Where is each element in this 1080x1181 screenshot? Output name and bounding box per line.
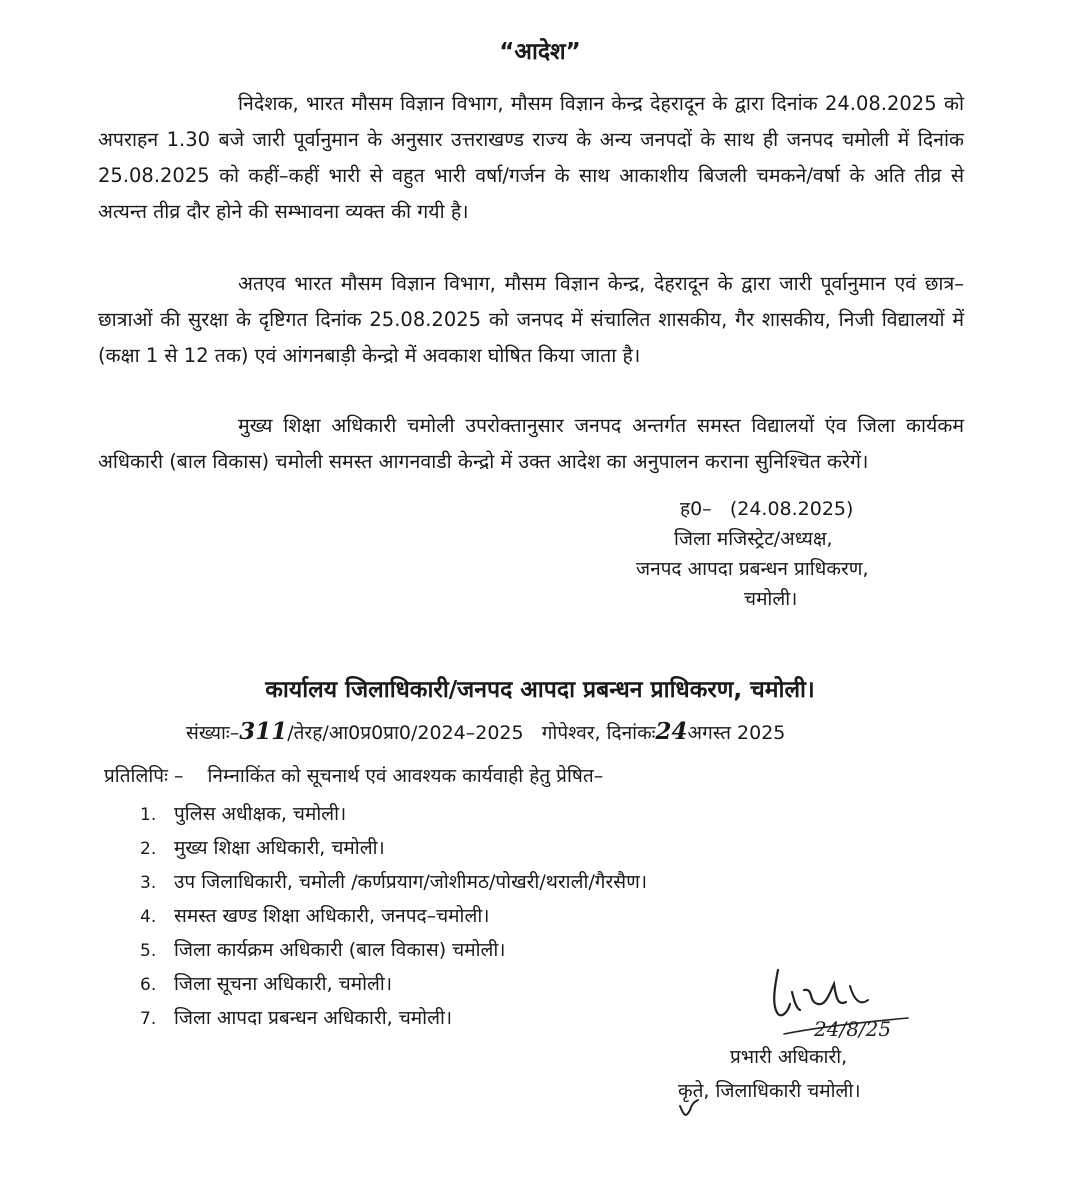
copy-to-list	[140, 800, 647, 1038]
list-item-text: उप जिलाधिकारी, चमोली /कर्णप्रयाग/जोशीमठ/पोखरी/थराली/गैरसैण।	[174, 871, 648, 893]
order-paragraph-1: निदेशक, भारत मौसम विज्ञान विभाग, मौसम विज्ञान केन्द्र देहरादून के द्वारा दिनांक 24.08.2025 को अपराहन 1.30 बजे जारी पूर्वानुमान के अनुसार उत्तराखण्ड राज्य के अन्य जनपदों के साथ ही जनपद चमोली में दिनांक 25.08.2025 को कहीं–कहीं भारी से वहुत भारी वर्षा/गर्जन के साथ आकाशीय बिजली चमकने/वर्षा के अति तीव्र से अत्यन्त तीव्र दौर होने की सम्भावना व्यक्त की गयी है।	[98, 92, 964, 223]
office-header: कार्यालय जिलाधिकारी/जनपद आपदा प्रबन्धन प्राधिकरण, चमोली।	[265, 677, 815, 703]
signed-date: (24.08.2025)	[729, 498, 854, 520]
list-item-text: जिला आपदा प्रबन्धन अधिकारी, चमोली।	[174, 1007, 453, 1029]
list-item	[140, 868, 647, 902]
list-item	[140, 970, 647, 1004]
issuer-designation: प्रभारी अधिकारी,	[730, 1046, 848, 1068]
list-item	[140, 800, 647, 834]
ref-number: 311	[239, 718, 288, 745]
signed-line	[636, 494, 976, 524]
copy-to-label: प्रतिलिपिः –	[104, 765, 184, 787]
date-day: 24	[655, 718, 688, 745]
handwritten-mark-icon	[676, 1090, 702, 1120]
copy-to-heading	[104, 762, 603, 788]
date-rest: अगस्त 2025	[687, 722, 786, 744]
list-item	[140, 834, 647, 868]
ref-prefix: संख्याः–	[186, 722, 240, 744]
magistrate-signature-block	[636, 494, 976, 614]
issuer-on-behalf: कृते, जिलाधिकारी चमोली।	[678, 1080, 861, 1102]
magistrate-designation: जिला मजिस्ट्रेट/अध्यक्ष,	[674, 528, 833, 550]
list-item-number: 5.	[140, 941, 157, 961]
list-item-text: समस्त खण्ड शिक्षा अधिकारी, जनपद–चमोली।	[174, 905, 490, 927]
list-item-number: 2.	[140, 839, 157, 859]
place-date-prefix: गोपेश्वर, दिनांकः	[541, 722, 656, 744]
list-item-number: 4.	[140, 907, 157, 927]
list-item-number: 7.	[140, 1009, 157, 1029]
list-item	[140, 1004, 647, 1038]
order-title: “आदेश”	[499, 39, 581, 65]
list-item-number: 6.	[140, 975, 157, 995]
handwritten-signature	[764, 962, 914, 1042]
magistrate-place: चमोली।	[744, 588, 798, 610]
list-item-text: पुलिस अधीक्षक, चमोली।	[174, 803, 347, 825]
list-item-text: जिला सूचना अधिकारी, चमोली।	[174, 973, 393, 995]
signature-date: 24/8/25	[814, 1017, 892, 1041]
order-paragraph-2: अतएव भारत मौसम विज्ञान विभाग, मौसम विज्ञान केन्द्र, देहरादून के द्वारा जारी पूर्वानुमान एवं छात्र–छात्राओं की सुरक्षा के दृष्टिगत दिनांक 25.08.2025 को जनपद में संचालित शासकीय, गैर शासकीय, निजी विद्यालयों में (कक्षा 1 से 12 तक) एवं आंगनबाड़ी केन्द्रो में अवकाश घोषित किया जाता है।	[98, 272, 964, 367]
list-item-number: 3.	[140, 873, 157, 893]
issuer-block	[678, 1040, 861, 1108]
list-item-number: 1.	[140, 805, 157, 825]
signed-mark: ह0–	[680, 498, 712, 520]
ref-suffix: /तेरह/आ0प्र0प्रा0/2024–2025	[287, 722, 524, 744]
list-item	[140, 902, 647, 936]
reference-line	[186, 718, 785, 745]
list-item-text: जिला कार्यक्रम अधिकारी (बाल विकास) चमोली।	[174, 939, 506, 961]
order-paragraph-3: मुख्य शिक्षा अधिकारी चमोली उपरोक्तानुसार जनपद अन्तर्गत समस्त विद्यालयों एंव जिला कार्यकम अधिकारी (बाल विकास) चमोली समस्त आगनवाडी केन्द्रो में उक्त आदेश का अनुपालन कराना सुनिश्चित करेगें।	[98, 414, 964, 473]
copy-to-intro: निम्नाकिंत को सूचनार्थ एवं आवश्यक कार्यवाही हेतु प्रेषित–	[207, 765, 604, 787]
list-item-text: मुख्य शिक्षा अधिकारी, चमोली।	[174, 837, 385, 859]
magistrate-authority: जनपद आपदा प्रबन्धन प्राधिकरण,	[636, 558, 869, 580]
list-item	[140, 936, 647, 970]
